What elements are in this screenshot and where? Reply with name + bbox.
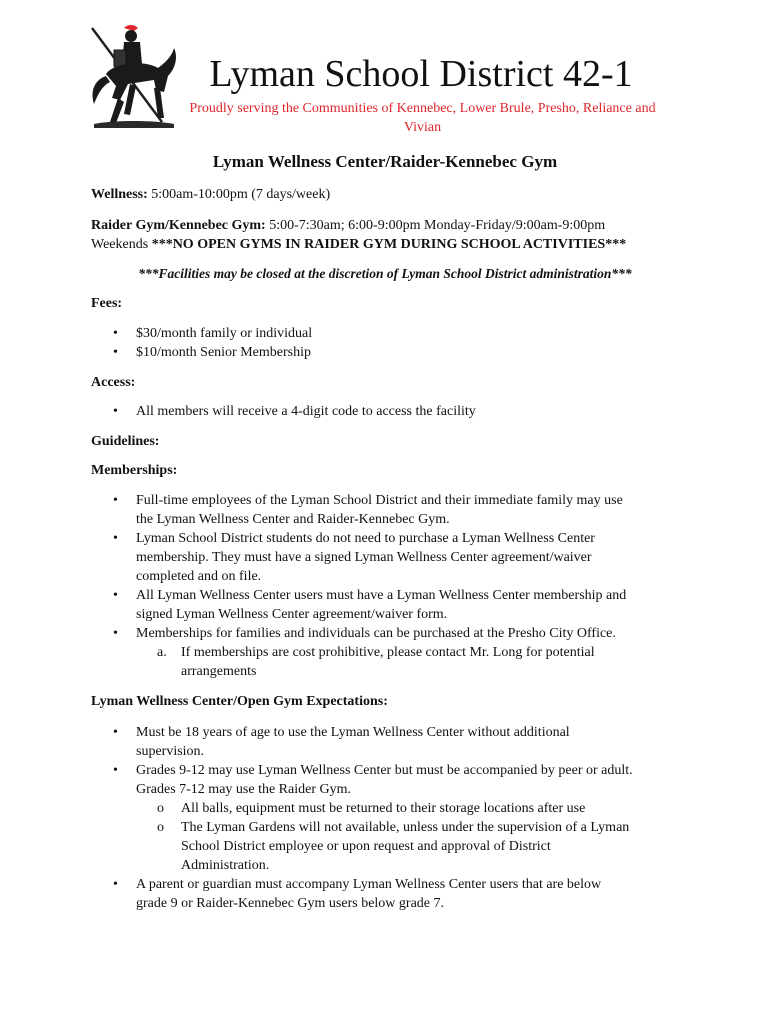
expectations-label: Lyman Wellness Center/Open Gym Expectations: (91, 694, 388, 709)
list-item: • All Lyman Wellness Center users must have a Lyman Wellness Center membership and signed Lyman Wellness Center agreement/waiver form. (113, 588, 627, 622)
weekends-text: Weekends (91, 237, 152, 252)
expectations-list (91, 723, 691, 913)
list-item: • Must be 18 years of age to use the Lyman Wellness Center without additional supervision. (113, 725, 570, 759)
weekends-notice: ***NO OPEN GYMS IN RAIDER GYM DURING SCHOOL ACTIVITIES*** (151, 237, 627, 252)
fees-label: Fees: (91, 296, 123, 311)
page-title: Lyman School District 42-1 (209, 53, 633, 95)
sub-list-item: a. If memberships are cost prohibitive, please contact Mr. Long for potential arrangements (157, 645, 595, 679)
memberships-label: Memberships: (91, 463, 178, 478)
memberships-list (91, 491, 691, 681)
wellness-hours (91, 185, 691, 204)
gym-hours (91, 216, 691, 254)
access-label: Access: (91, 375, 136, 390)
guidelines-label: Guidelines: (91, 434, 160, 449)
closure-notice: ***Facilities may be closed at the discretion of Lyman School District administration*** (138, 266, 632, 281)
list-item: • All members will receive a 4-digit code to access the facility (113, 404, 476, 419)
list-item: • $30/month family or individual (113, 326, 313, 341)
sub-list-item: o All balls, equipment must be returned to their storage locations after use (157, 801, 586, 816)
access-list (91, 402, 691, 421)
list-item: • $10/month Senior Membership (113, 345, 311, 360)
tagline-line: Proudly serving the Communities of Kennebec, Lower Brule, Presho, Reliance and (189, 101, 656, 116)
tagline (160, 99, 685, 137)
list-item: • Lyman School District students do not need to purchase a Lyman Wellness Center membership. They must have a signed Lyman Wellness Center agreement/waiver completed and on file. (113, 531, 595, 584)
list-item: • Grades 9-12 may use Lyman Wellness Center but must be accompanied by peer or adult. Grades 7-12 may use the Raider Gym. o All balls, equipment must be returned to their storage locations after use o The Lyman Gardens will not available, unless under the supervision of a Lyman School District employee or upon request and approval of District Administration. (91, 761, 691, 875)
section-heading: Lyman Wellness Center/Raider-Kennebec Gym (212, 152, 558, 171)
tagline-line: Vivian (403, 120, 442, 135)
gym-label: Raider Gym/Kennebec Gym: (91, 218, 266, 233)
list-item: • Full-time employees of the Lyman School District and their immediate family may use the Lyman Wellness Center and Raider-Kennebec Gym. (113, 493, 623, 527)
fees-list (91, 324, 691, 362)
sub-list (136, 799, 691, 875)
wellness-label: Wellness: (91, 187, 148, 202)
list-item: • A parent or guardian must accompany Lyman Wellness Center users that are below grade 9 or Raider-Kennebec Gym users below grade 7. (113, 877, 602, 911)
gym-value: 5:00-7:30am; 6:00-9:00pm Monday-Friday/9:00am-9:00pm (265, 218, 606, 233)
sub-list (136, 643, 691, 681)
sub-list-item: o The Lyman Gardens will not available, unless under the supervision of a Lyman School District employee or upon request and approval of District Administration. (157, 820, 630, 873)
list-item: • Memberships for families and individuals can be purchased at the Presho City Office. a. If memberships are cost prohibitive, please contact Mr. Long for potential arrangements (91, 624, 691, 681)
wellness-value: 5:00am-10:00pm (7 days/week) (147, 187, 331, 202)
